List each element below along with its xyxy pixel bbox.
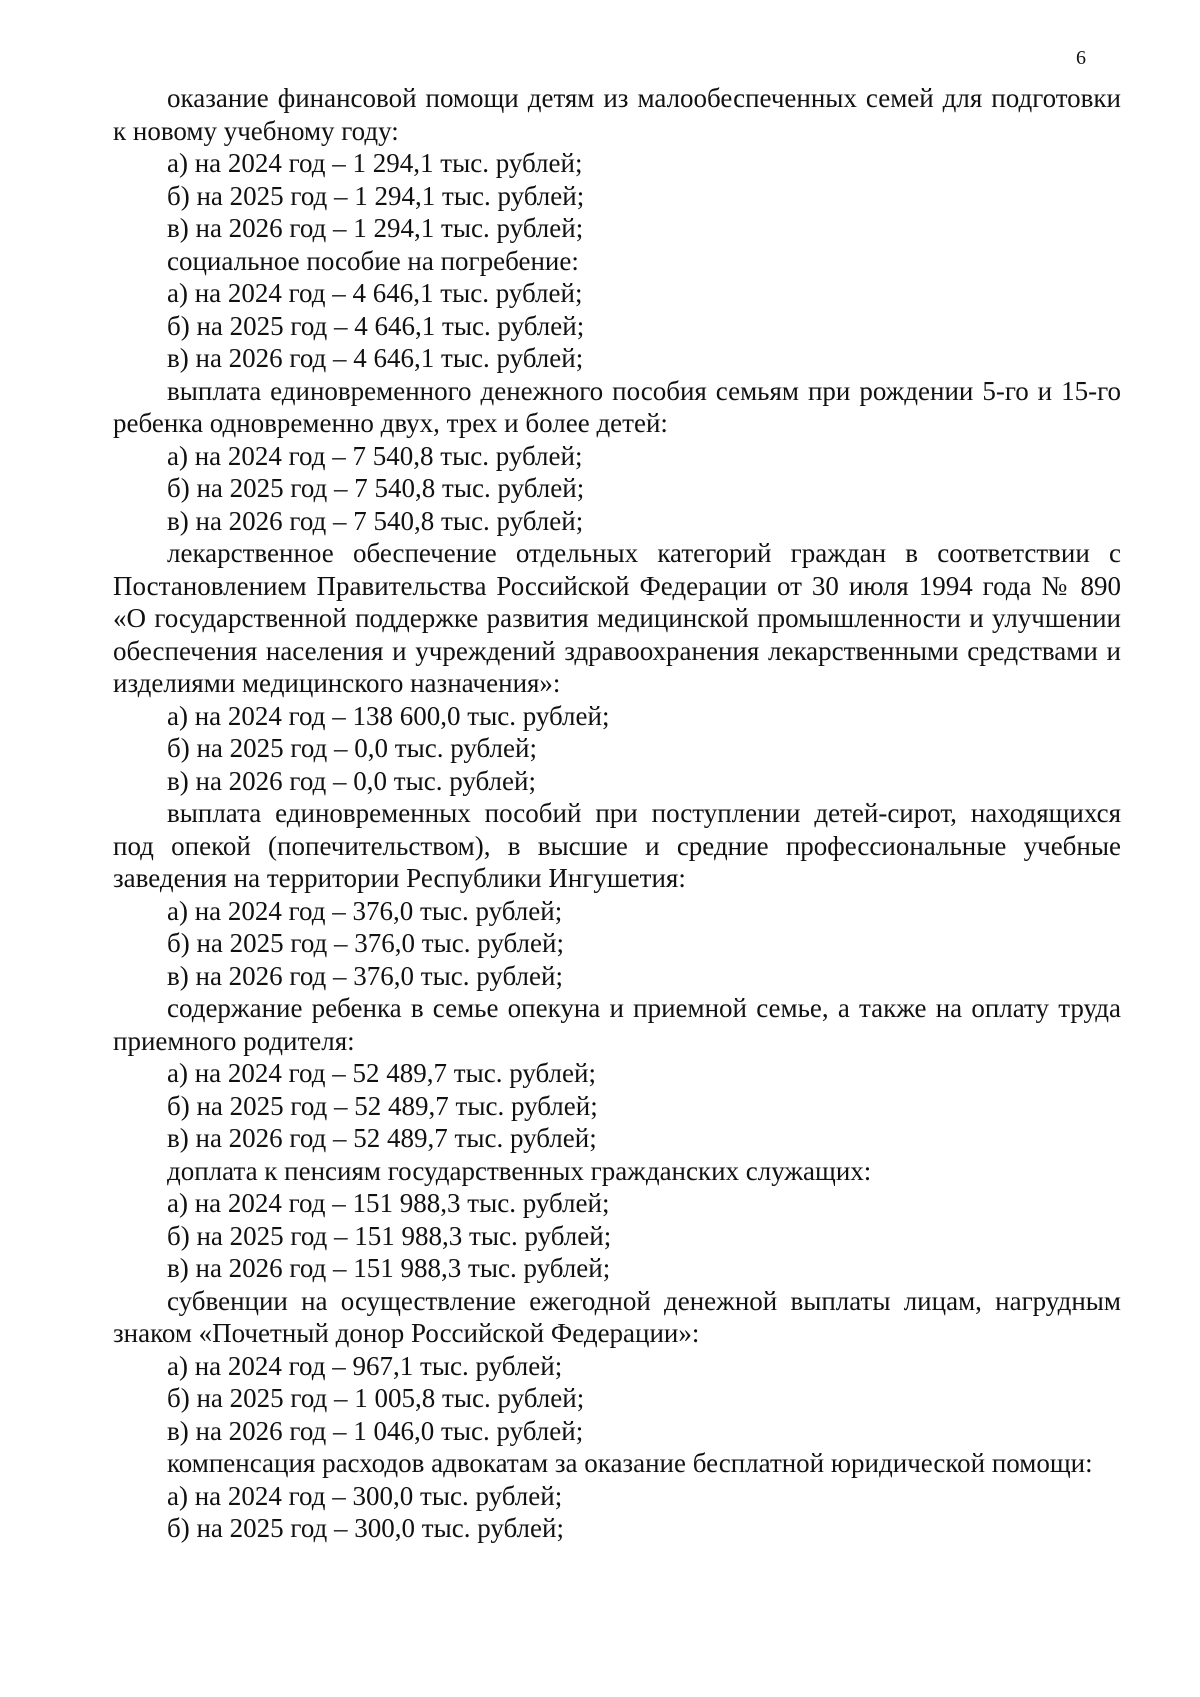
budget-item: б) на 2025 год – 4 646,1 тыс. рублей; [167, 310, 585, 341]
budget-item: б) на 2025 год – 1 005,8 тыс. рублей; [167, 1383, 585, 1413]
budget-item: б) на 2025 год – 52 489,7 тыс. рублей; [167, 1090, 598, 1121]
budget-item: в) на 2026 год – 4 646,1 тыс. рублей; [167, 343, 584, 373]
budget-item: в) на 2026 год – 7 540,8 тыс. рублей; [167, 505, 584, 536]
budget-item: б) на 2025 год – 1 294,1 тыс. рублей; [167, 180, 585, 211]
budget-item: в) на 2026 год – 376,0 тыс. рублей; [167, 960, 563, 991]
section-heading: доплата к пенсиям государственных гражданских служащих: [167, 1155, 872, 1186]
budget-item: б) на 2025 год – 300,0 тыс. рублей; [167, 1513, 564, 1543]
section-heading: компенсация расходов адвокатам за оказание бесплатной юридической помощи: [167, 1448, 1093, 1478]
budget-item: в) на 2026 год – 52 489,7 тыс. рублей; [167, 1123, 597, 1153]
section-heading: субвенции на осуществление ежегодной денежной выплаты лицам, нагрудным знаком «Почетный донор Российской Федерации»: [113, 1285, 1121, 1348]
section-heading: лекарственное обеспечение отдельных категорий граждан в соответствии с Постановлением Правительства Российской Федерации от 30 июля 1994 года № 890 «О государственной поддержке развития медицинской промышленности и улучшении обеспечения населения и учреждений здравоохранения лекарственными средствами и изделиями медицинского назначения»: [113, 538, 1121, 698]
budget-item: а) на 2024 год – 151 988,3 тыс. рублей; [167, 1188, 610, 1218]
section-heading: социальное пособие на погребение: [167, 245, 579, 276]
budget-item: а) на 2024 год – 1 294,1 тыс. рублей; [167, 148, 583, 178]
budget-item: а) на 2024 год – 4 646,1 тыс. рублей; [167, 278, 583, 308]
budget-item: б) на 2025 год – 7 540,8 тыс. рублей; [167, 473, 585, 503]
budget-item: а) на 2024 год – 138 600,0 тыс. рублей; [167, 700, 610, 731]
section-heading: содержание ребенка в семье опекуна и приемной семье, а также на оплату труда приемного родителя: [113, 993, 1121, 1056]
budget-item: а) на 2024 год – 7 540,8 тыс. рублей; [167, 440, 583, 471]
budget-item: в) на 2026 год – 0,0 тыс. рублей; [167, 765, 536, 796]
section-heading: выплата единовременных пособий при поступлении детей-сирот, находящихся под опекой (попечительством), в высшие и средние профессиональные учебные заведения на территории Республики Ингушетия: [113, 798, 1121, 893]
budget-item: б) на 2025 год – 0,0 тыс. рублей; [167, 733, 537, 763]
budget-item: а) на 2024 год – 376,0 тыс. рублей; [167, 895, 563, 926]
section-heading: выплата единовременного денежного пособия семьям при рождении 5-го и 15-го ребенка одновременно двух, трех и более детей: [113, 375, 1121, 438]
budget-item: в) на 2026 год – 1 294,1 тыс. рублей; [167, 213, 584, 243]
budget-item: а) на 2024 год – 52 489,7 тыс. рублей; [167, 1058, 596, 1088]
section-heading: оказание финансовой помощи детям из малообеспеченных семей для подготовки к новому учебному году: [113, 83, 1121, 146]
budget-item: б) на 2025 год – 376,0 тыс. рублей; [167, 928, 564, 958]
budget-item: в) на 2026 год – 1 046,0 тыс. рублей; [167, 1415, 584, 1446]
budget-item: а) на 2024 год – 300,0 тыс. рублей; [167, 1480, 563, 1511]
budget-item: а) на 2024 год – 967,1 тыс. рублей; [167, 1350, 563, 1381]
budget-item: б) на 2025 год – 151 988,3 тыс. рублей; [167, 1220, 612, 1251]
document-body [113, 82, 1121, 1545]
page-number: 6 [1076, 47, 1086, 69]
budget-item: в) на 2026 год – 151 988,3 тыс. рублей; [167, 1253, 611, 1283]
